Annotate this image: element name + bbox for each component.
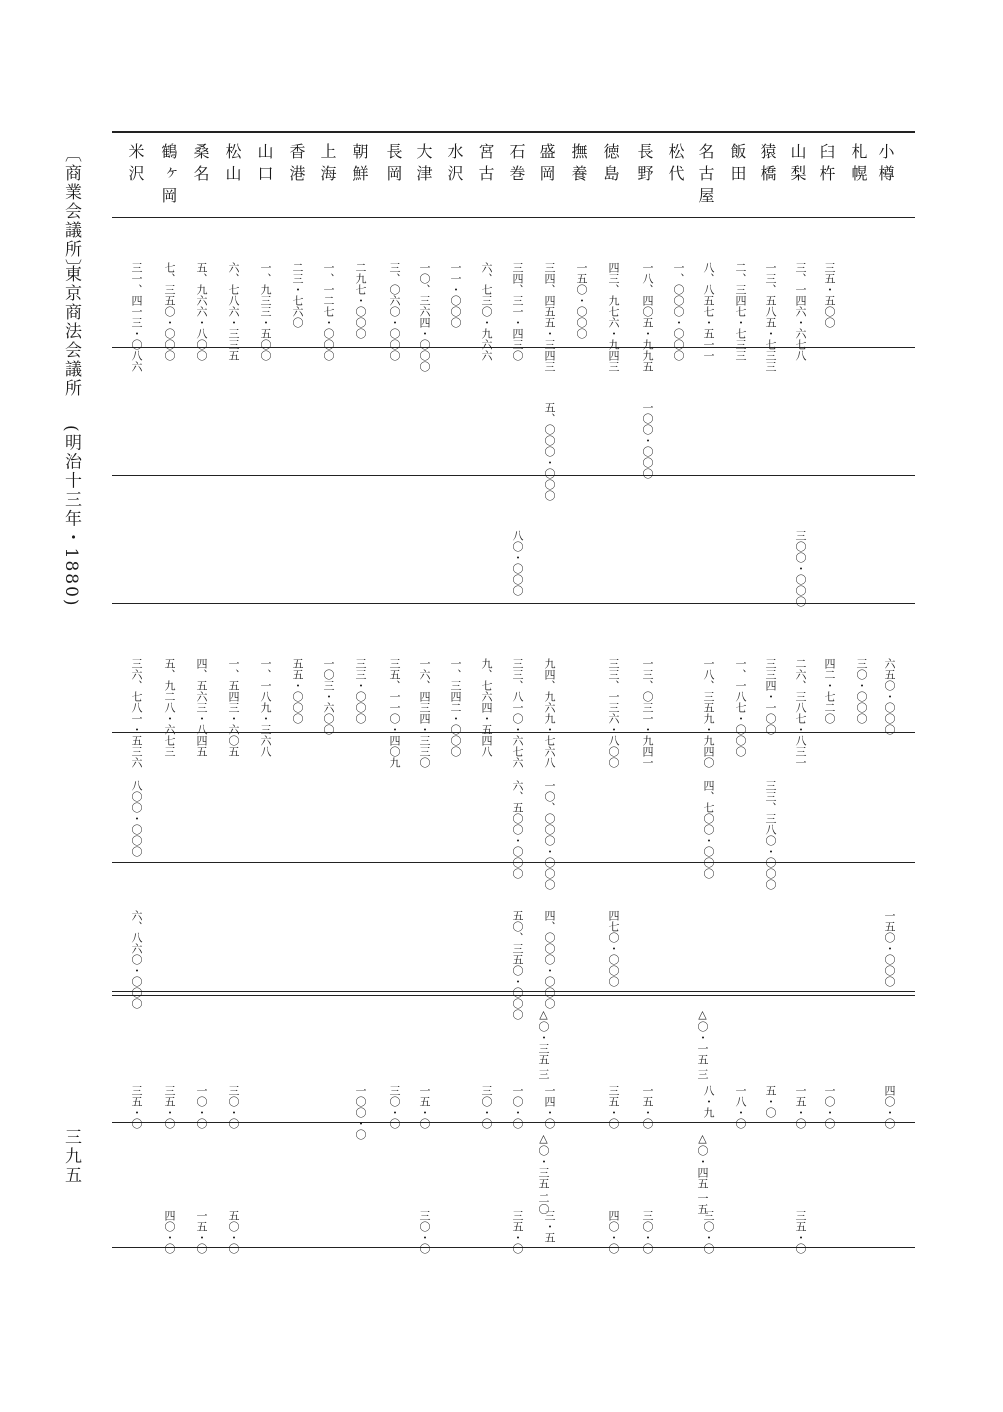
table-cell: 三三、三八〇・〇〇〇 <box>764 780 777 890</box>
column-name: 宮古 <box>476 143 495 187</box>
table-cell: △〇・一五 三 <box>696 1008 709 1080</box>
table-cell: 一、一八九・三六八 <box>259 658 272 757</box>
column-name: 臼杵 <box>817 143 836 187</box>
table-cell: 三〇・〇 <box>702 1210 715 1254</box>
table-cell: 一、一二七・〇〇〇 <box>322 262 335 361</box>
table-cell: 三〇・〇 <box>641 1210 654 1254</box>
table-cell: △〇・三五 二〇 <box>537 1132 550 1215</box>
table-cell: 一五・〇 <box>641 1085 654 1129</box>
table-cell: 四〇・〇 <box>607 1210 620 1254</box>
table-cell: 一〇・〇 <box>195 1085 208 1129</box>
table-cell: 三五・五〇〇 <box>823 262 836 328</box>
table-cell: 三、一四六・六七八 <box>794 262 807 361</box>
column-name: 小樽 <box>876 143 895 187</box>
table-cell: 八・九 <box>702 1085 715 1118</box>
table-cell: 一〇・〇 <box>511 1085 524 1129</box>
table-cell: 五〇・〇 <box>227 1210 240 1254</box>
column-name: 山口 <box>255 143 274 187</box>
table-cell: 一五・〇 <box>794 1085 807 1129</box>
table-cell: 三四、三一・四三〇 <box>511 262 524 361</box>
table-cell: 一〇、三六四・〇〇〇 <box>418 262 431 372</box>
table-cell: 一〇・〇 <box>823 1085 836 1129</box>
table-cell: 四、五六三・八四五 <box>195 658 208 757</box>
table-cell: 四、〇〇〇・〇〇〇 <box>543 910 556 1009</box>
table-cell: 三一、四一三・〇八六 <box>130 262 143 372</box>
table-cell: 三五・〇 <box>794 1210 807 1254</box>
table-cell: 一、九三三・五〇〇 <box>259 262 272 361</box>
table-cell: 一四・〇 <box>543 1085 556 1129</box>
table-cell: 三〇〇・〇〇〇 <box>794 530 807 607</box>
table-cell: 一五〇・〇〇〇 <box>575 262 588 339</box>
column-name: 香港 <box>287 143 306 187</box>
column-name: 大津 <box>414 143 433 187</box>
table-cell: 三三四・一〇〇 <box>764 658 777 735</box>
table-cell: 一八・〇 <box>734 1085 747 1129</box>
table-cell: 一五〇・〇〇〇 <box>883 910 896 987</box>
table-cell: 三三、八一〇・六七六 <box>511 658 524 768</box>
table-top-rule <box>112 131 915 133</box>
table-cell: 四〇・〇 <box>163 1210 176 1254</box>
table-cell: 八、八五七・五一一 <box>702 262 715 361</box>
table-cell: 一〇、〇〇〇・〇〇〇 <box>543 780 556 890</box>
table-cell: 三・五 <box>543 1210 556 1243</box>
table-cell: 一、〇〇〇・〇〇〇 <box>672 262 685 361</box>
table-cell: 五、〇〇〇・〇〇〇 <box>543 402 556 501</box>
column-name: 札幌 <box>849 143 868 187</box>
table-cell: 四三、九七六・九四三 <box>607 262 620 372</box>
table-cell: 三〇・〇 <box>418 1210 431 1254</box>
table-cell: 一八、三五九・九四〇 <box>702 658 715 768</box>
table-cell: 一〇三・六〇〇 <box>322 658 335 735</box>
table-cell: 三、〇六〇・〇〇〇 <box>388 262 401 361</box>
column-name: 松山 <box>223 143 242 187</box>
side-era: (明治十三年・1880) <box>61 425 81 608</box>
table-cell: 一〇〇・〇 <box>354 1085 367 1140</box>
column-name: 米沢 <box>126 143 145 187</box>
table-cell: 五・〇 <box>764 1085 777 1118</box>
column-name: 朝鮮 <box>350 143 369 187</box>
table-cell: 八〇〇・〇〇〇 <box>130 780 143 857</box>
column-name: 鶴ヶ岡 <box>159 143 178 209</box>
table-cell: 五、九六六・八〇〇 <box>195 262 208 361</box>
table-cell: 一三、五八五・七三三 <box>764 262 777 372</box>
table-cell: 一三、〇三一・九四一 <box>641 658 654 768</box>
table-cell: 三〇・〇 <box>388 1085 401 1129</box>
column-name: 名古屋 <box>696 143 715 209</box>
page-number: 三九五 <box>61 1128 81 1185</box>
column-name: 長岡 <box>384 143 403 187</box>
column-name: 桑名 <box>191 143 210 187</box>
table-cell: 四〇・〇 <box>883 1085 896 1129</box>
table-cell: 一、五四三・六〇五 <box>227 658 240 757</box>
table-cell: 四、七〇〇・〇〇〇 <box>702 780 715 879</box>
rule-col7 <box>112 475 915 476</box>
column-name: 猿橋 <box>758 143 777 187</box>
table-cell: 六、七八六・三三五 <box>227 262 240 361</box>
table-cell: △〇・三五 三 <box>537 1008 550 1080</box>
table-cell: 一、一八七・〇〇〇 <box>734 658 747 757</box>
table-cell: 六、八六〇・〇〇〇 <box>130 910 143 1009</box>
table-cell: 三〇・〇 <box>480 1085 493 1129</box>
table-cell: 三〇・〇 <box>227 1085 240 1129</box>
table-cell: 三六、七八一・五三六 <box>130 658 143 768</box>
table-cell: 四七〇・〇〇〇 <box>607 910 620 987</box>
table-cell: 三五・〇 <box>511 1210 524 1254</box>
rule-header <box>112 217 915 218</box>
table-cell: 三三、一三六・八〇〇 <box>607 658 620 768</box>
table-cell: 三〇・〇〇〇 <box>855 658 868 724</box>
table-cell: 一〇〇・〇〇〇 <box>641 402 654 479</box>
table-cell: 四二・七二〇 <box>823 658 836 724</box>
table-cell: 五五・〇〇〇 <box>291 658 304 724</box>
table-cell: 九四、九六九・七六八 <box>543 658 556 768</box>
table-cell: 五、九二八・六七三 <box>163 658 176 757</box>
side-publisher: 〔商業会議所〕 <box>61 145 81 278</box>
table-cell: 五〇、三五〇・〇〇〇 <box>511 910 524 1020</box>
column-name: 上海 <box>318 143 337 187</box>
table-cell: 二、三四七・七三三 <box>734 262 747 361</box>
column-name: 盛岡 <box>537 143 556 187</box>
table-cell: 一、三四二・〇〇〇 <box>449 658 462 757</box>
table-cell: 三五・〇 <box>607 1085 620 1129</box>
column-name: 撫養 <box>569 143 588 187</box>
table-cell: 六、七三〇・九六六 <box>480 262 493 361</box>
side-title: 東京商法会議所 <box>61 265 81 398</box>
table-cell: 二三・七六〇 <box>291 262 304 328</box>
table-cell: 一八、四〇五・九九五 <box>641 262 654 372</box>
table-cell: 三四、四五五・三四三 <box>543 262 556 372</box>
column-name: 石巻 <box>507 143 526 187</box>
table-cell: 二九七・〇〇〇 <box>354 262 367 339</box>
table-cell: 一五・〇 <box>418 1085 431 1129</box>
column-name: 飯田 <box>728 143 747 187</box>
table-cell: 三三・〇〇〇 <box>354 658 367 724</box>
column-name: 長野 <box>635 143 654 187</box>
column-name: 徳島 <box>601 143 620 187</box>
table-cell: 七、三五〇・〇〇〇 <box>163 262 176 361</box>
column-name: 水沢 <box>445 143 464 187</box>
table-cell: 六、五〇〇・〇〇〇 <box>511 780 524 879</box>
table-cell: 三五・〇 <box>163 1085 176 1129</box>
table-cell: 三五、一一〇・四〇九 <box>388 658 401 768</box>
table-cell: △〇・四五 一五 <box>696 1132 709 1215</box>
column-name: 山梨 <box>788 143 807 187</box>
table-cell: 六五〇・〇〇〇 <box>883 658 896 735</box>
table-cell: 九、七六四・五四八 <box>480 658 493 757</box>
table-cell: 一一・〇〇〇 <box>449 262 462 328</box>
table-cell: 二六、三八七・八三一 <box>794 658 807 768</box>
table-cell: 三五・〇 <box>130 1085 143 1129</box>
table-cell: 一六、四三四・三三〇 <box>418 658 431 768</box>
column-name: 松代 <box>666 143 685 187</box>
table-cell: 八〇・〇〇〇 <box>511 530 524 596</box>
table-cell: 一五・〇 <box>195 1210 208 1254</box>
